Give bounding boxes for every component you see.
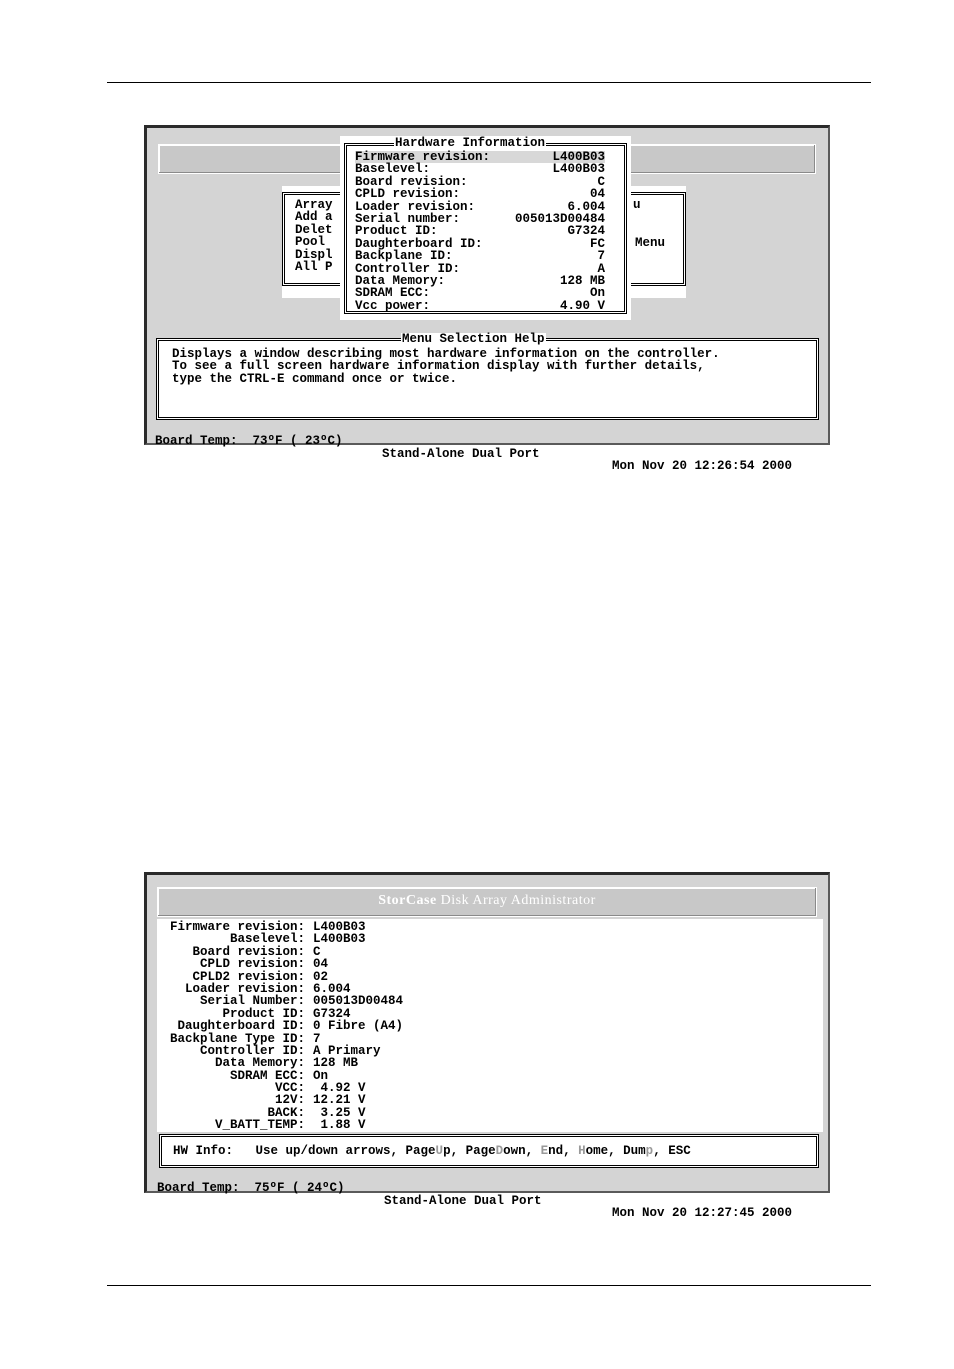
hw-detail-label: V_BATT_TEMP:	[214, 1118, 305, 1133]
hw-info-value: 7	[597, 249, 605, 264]
hw-info-value: A	[597, 261, 605, 276]
hardware-info-title: Hardware Information	[395, 136, 546, 150]
hw-detail-value: 6.004	[313, 981, 351, 996]
hw-detail-value: C	[313, 944, 321, 959]
hw-info-value: C	[597, 174, 605, 189]
hw-info-label: Data Memory:	[355, 273, 446, 288]
hw-info-label: CPLD revision:	[355, 187, 461, 202]
menu-list	[295, 199, 333, 273]
datetime: Mon Nov 20 12:26:54 2000	[612, 459, 793, 474]
hw-detail-value: L400B03	[313, 920, 366, 934]
app-title-rest: Disk Array Administrator	[436, 893, 596, 908]
hw-info-rows	[160, 921, 403, 1132]
hw-detail-row	[160, 933, 403, 945]
help-line: Displays a window describing most hardware information on the controller.	[172, 347, 720, 361]
hw-detail-label: 12V:	[274, 1093, 305, 1108]
hw-info-value: On	[589, 286, 605, 301]
port-mode: Stand-Alone Dual Port	[382, 446, 540, 461]
hw-detail-label: SDRAM ECC:	[229, 1068, 305, 1083]
hw-info-label: Board revision:	[355, 174, 468, 189]
hw-detail-label: Controller ID:	[199, 1043, 305, 1058]
hw-info-label: Daughterboard ID:	[355, 236, 483, 251]
hw-detail-row	[160, 958, 403, 970]
hw-detail-row	[160, 1020, 403, 1032]
screenshot-hardware-info-window	[144, 125, 830, 474]
hw-info-label: Serial number:	[355, 211, 461, 226]
hw-info-row	[355, 163, 605, 175]
help-seg: p, Page	[443, 1144, 496, 1158]
menu-item[interactable]: Displ	[295, 247, 333, 262]
hw-info-value: L400B03	[552, 150, 605, 164]
hw-detail-label: Baselevel:	[229, 932, 305, 947]
board-temp: Board Temp: 73ºF ( 23ºC)	[155, 434, 343, 449]
hw-info-label: Baselevel:	[355, 162, 431, 177]
menu-item[interactable]: Array	[295, 198, 333, 212]
status-bar	[147, 423, 828, 474]
datetime: Mon Nov 20 12:27:45 2000	[612, 1206, 793, 1221]
hw-detail-value: 005013D00484	[313, 994, 404, 1009]
hotkey-d: D	[495, 1144, 504, 1158]
hw-info-value: 04	[589, 187, 605, 202]
menu-fragment: u	[633, 198, 641, 212]
hw-detail-value: 1.88 V	[313, 1118, 366, 1133]
hw-detail-row	[160, 1119, 403, 1131]
help-seg: ome, Dum	[585, 1144, 646, 1158]
hw-info-label: SDRAM ECC:	[355, 286, 431, 301]
help-line-panel	[159, 1134, 819, 1168]
app-title-brand: StorCase	[378, 893, 437, 908]
hw-detail-value: L400B03	[313, 932, 366, 947]
hw-info-row	[355, 287, 605, 299]
menu-item[interactable]: Pool	[295, 235, 326, 250]
status-bar	[147, 1170, 828, 1221]
hw-detail-value: A Primary	[313, 1043, 381, 1058]
hw-detail-label: Serial Number:	[199, 994, 305, 1009]
hw-info-value: 128 MB	[559, 273, 605, 288]
hw-detail-row	[160, 995, 403, 1007]
hotkey-p: p	[645, 1144, 654, 1158]
help-line: To see a full screen hardware information display with further details,	[172, 359, 705, 374]
hotkey-u: U	[435, 1144, 444, 1158]
hw-info-label: Controller ID:	[355, 261, 461, 276]
help-seg: own,	[503, 1144, 541, 1158]
title-bar	[157, 887, 817, 917]
hw-info-value: L400B03	[552, 162, 605, 177]
hw-detail-row	[160, 1094, 403, 1106]
hw-info-panel	[157, 919, 823, 1132]
help-text	[172, 348, 720, 385]
hw-detail-label: Firmware revision:	[169, 920, 305, 934]
hw-detail-label: Product ID:	[222, 1006, 305, 1021]
help-panel	[156, 332, 819, 420]
hw-detail-value: 7	[313, 1031, 321, 1046]
hw-info-label: Firmware revision:	[355, 150, 491, 164]
hw-detail-value: 12.21 V	[313, 1093, 366, 1108]
hotkey-h: H	[578, 1144, 586, 1158]
hw-info-value: 6.004	[567, 199, 605, 214]
hw-info-label: Product ID:	[355, 224, 438, 239]
hw-info-label: Vcc power:	[355, 298, 431, 313]
hw-detail-value: G7324	[313, 1006, 351, 1021]
hw-detail-label: CPLD2 revision:	[192, 969, 305, 984]
help-seg: nd,	[548, 1144, 579, 1158]
hardware-info-rows	[355, 151, 605, 312]
hw-info-value: FC	[589, 236, 605, 251]
screenshot-full-hardware-info	[144, 872, 830, 1221]
hw-info-row	[355, 250, 605, 262]
hw-detail-label: Backplane Type ID:	[169, 1031, 305, 1046]
hw-info-value: 4.90 V	[559, 298, 605, 313]
hw-detail-label: Loader revision:	[184, 981, 305, 996]
hw-detail-value: 02	[313, 969, 329, 984]
hw-info-value: 005013D00484	[514, 211, 605, 226]
hw-detail-label: VCC:	[274, 1081, 305, 1096]
hw-detail-label: Board revision:	[192, 944, 305, 959]
help-title: Menu Selection Help	[402, 332, 545, 346]
hw-detail-value: 0 Fibre (A4)	[313, 1019, 404, 1034]
hw-detail-value: 128 MB	[313, 1056, 359, 1071]
hardware-info-window	[340, 136, 631, 320]
hw-info-label: Loader revision:	[355, 199, 476, 214]
menu-item[interactable]: Delet	[295, 222, 333, 237]
menu-item[interactable]: All P	[295, 259, 333, 274]
help-seg: HW Info: Use up/down arrows, Page	[173, 1144, 436, 1158]
menu-fragment: Menu	[635, 236, 666, 250]
hw-detail-value: On	[313, 1068, 329, 1083]
hw-detail-label: Data Memory:	[214, 1056, 305, 1071]
header-rule	[107, 82, 871, 83]
hw-detail-value: 04	[313, 957, 329, 972]
board-temp: Board Temp: 75ºF ( 24ºC)	[157, 1181, 345, 1196]
help-line: type the CTRL-E command once or twice.	[172, 371, 458, 386]
app-title	[158, 895, 816, 907]
menu-item[interactable]: Add a	[295, 210, 333, 225]
hw-info-row	[355, 300, 605, 312]
hw-detail-label: CPLD revision:	[199, 957, 305, 972]
hw-info-row	[355, 225, 605, 237]
help-seg: , ESC	[653, 1144, 691, 1158]
hw-info-row	[355, 188, 605, 200]
hw-detail-label: BACK:	[267, 1105, 305, 1120]
hw-info-label: Backplane ID:	[355, 249, 453, 264]
hw-detail-value: 3.25 V	[313, 1105, 366, 1120]
hw-detail-label: Daughterboard ID:	[177, 1019, 305, 1034]
footer-rule	[107, 1285, 871, 1286]
hw-detail-value: 4.92 V	[313, 1081, 366, 1096]
hw-detail-row	[160, 1057, 403, 1069]
hw-info-value: G7324	[567, 224, 605, 239]
keyboard-help	[173, 1145, 691, 1157]
hotkey-e: E	[540, 1144, 549, 1158]
port-mode: Stand-Alone Dual Port	[384, 1193, 542, 1208]
